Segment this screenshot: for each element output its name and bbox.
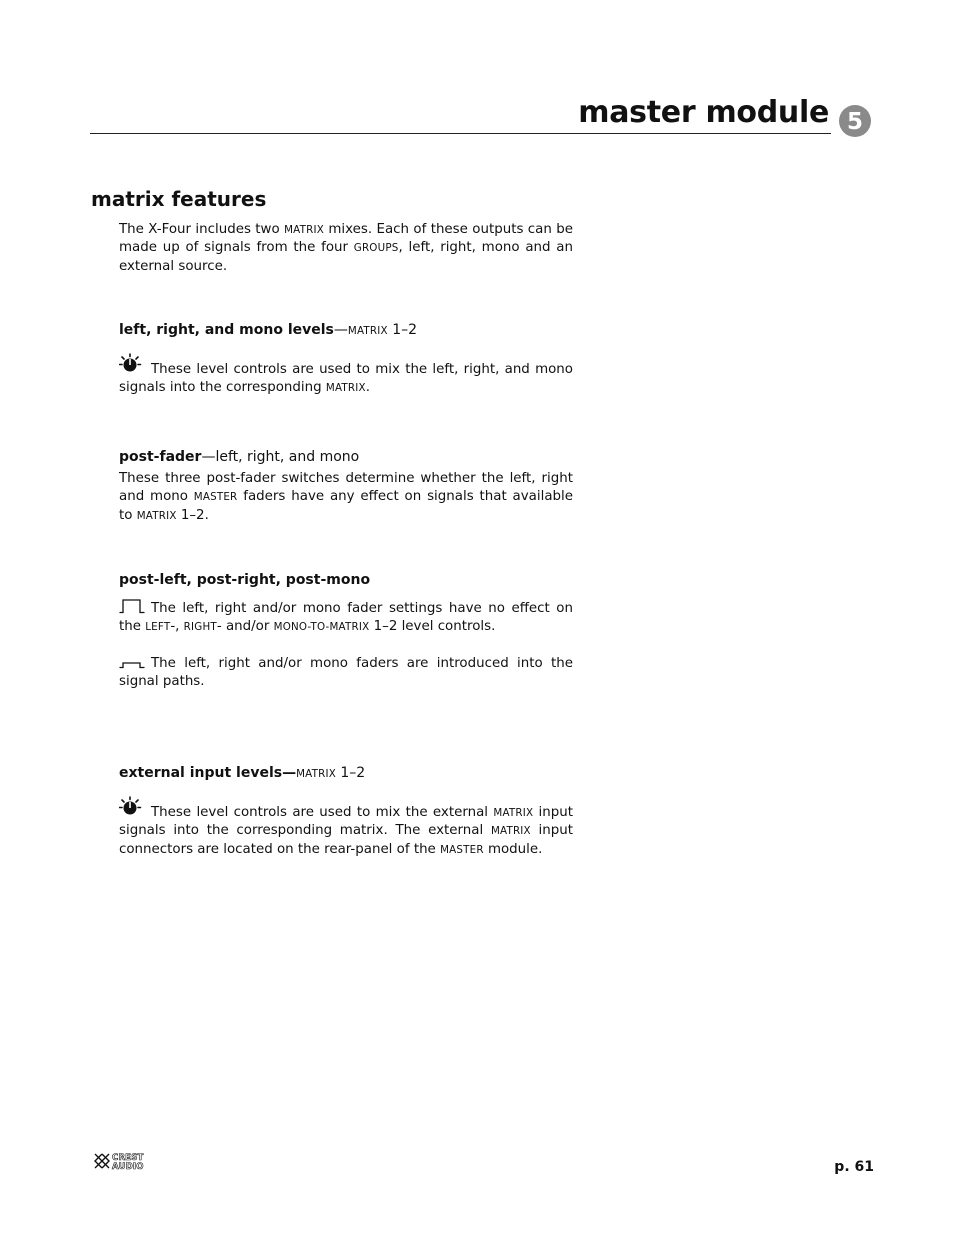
knob-icon — [119, 796, 145, 818]
page-number: p. 61 — [834, 1159, 874, 1175]
chapter-number: 5 — [846, 109, 864, 135]
external-heading: external input levels—MATRIX 1–2 — [119, 765, 366, 781]
external-block — [119, 764, 573, 859]
post-fader-block — [119, 448, 573, 525]
levels-paragraph: These level controls are used to mix the left, right, and mono signals into the corresponding MATRIX. — [119, 353, 573, 398]
intro-block — [119, 221, 573, 276]
switch-down-paragraph: The left, right and/or mono faders are introduced into the signal paths. — [119, 655, 573, 689]
switch-up-paragraph: The left, right and/or mono fader settings have no effect on the LEFT-, RIGHT- and/or MONO-TO-MATRIX 1–2 level controls. — [119, 598, 573, 637]
levels-block — [119, 321, 573, 398]
post-switches-heading: post-left, post-right, post-mono — [119, 572, 371, 588]
levels-heading: left, right, and mono levels—MATRIX 1–2 — [119, 322, 418, 338]
chapter-title: master module — [578, 95, 829, 130]
chapter-number-badge — [838, 104, 872, 138]
external-paragraph: These level controls are used to mix the external MATRIX input signals into the corresponding matrix. The external MATRIX input connectors are located on the rear-panel of the MASTER module. — [119, 796, 573, 859]
intro-paragraph: The X-Four includes two MATRIX mixes. Each of these outputs can be made up of signals from the four GROUPS, left, right, mono and an external source. — [119, 222, 573, 274]
post-switches-block — [119, 571, 573, 691]
post-fader-heading: post-fader—left, right, and mono — [119, 449, 360, 465]
logo-text-crest: CREST — [112, 1153, 144, 1163]
header-rule — [90, 133, 831, 134]
crest-audio-logo — [93, 1151, 159, 1171]
switch-up-icon — [119, 598, 145, 614]
knob-icon — [119, 353, 145, 375]
switch-down-icon — [119, 659, 145, 669]
post-fader-paragraph: These three post-fader switches determine whether the left, right and mono MASTER faders have any effect on signals that available to MATRIX 1–2. — [119, 471, 573, 523]
section-title: matrix features — [91, 187, 267, 211]
logo-text-audio: AUDIO — [112, 1162, 144, 1171]
